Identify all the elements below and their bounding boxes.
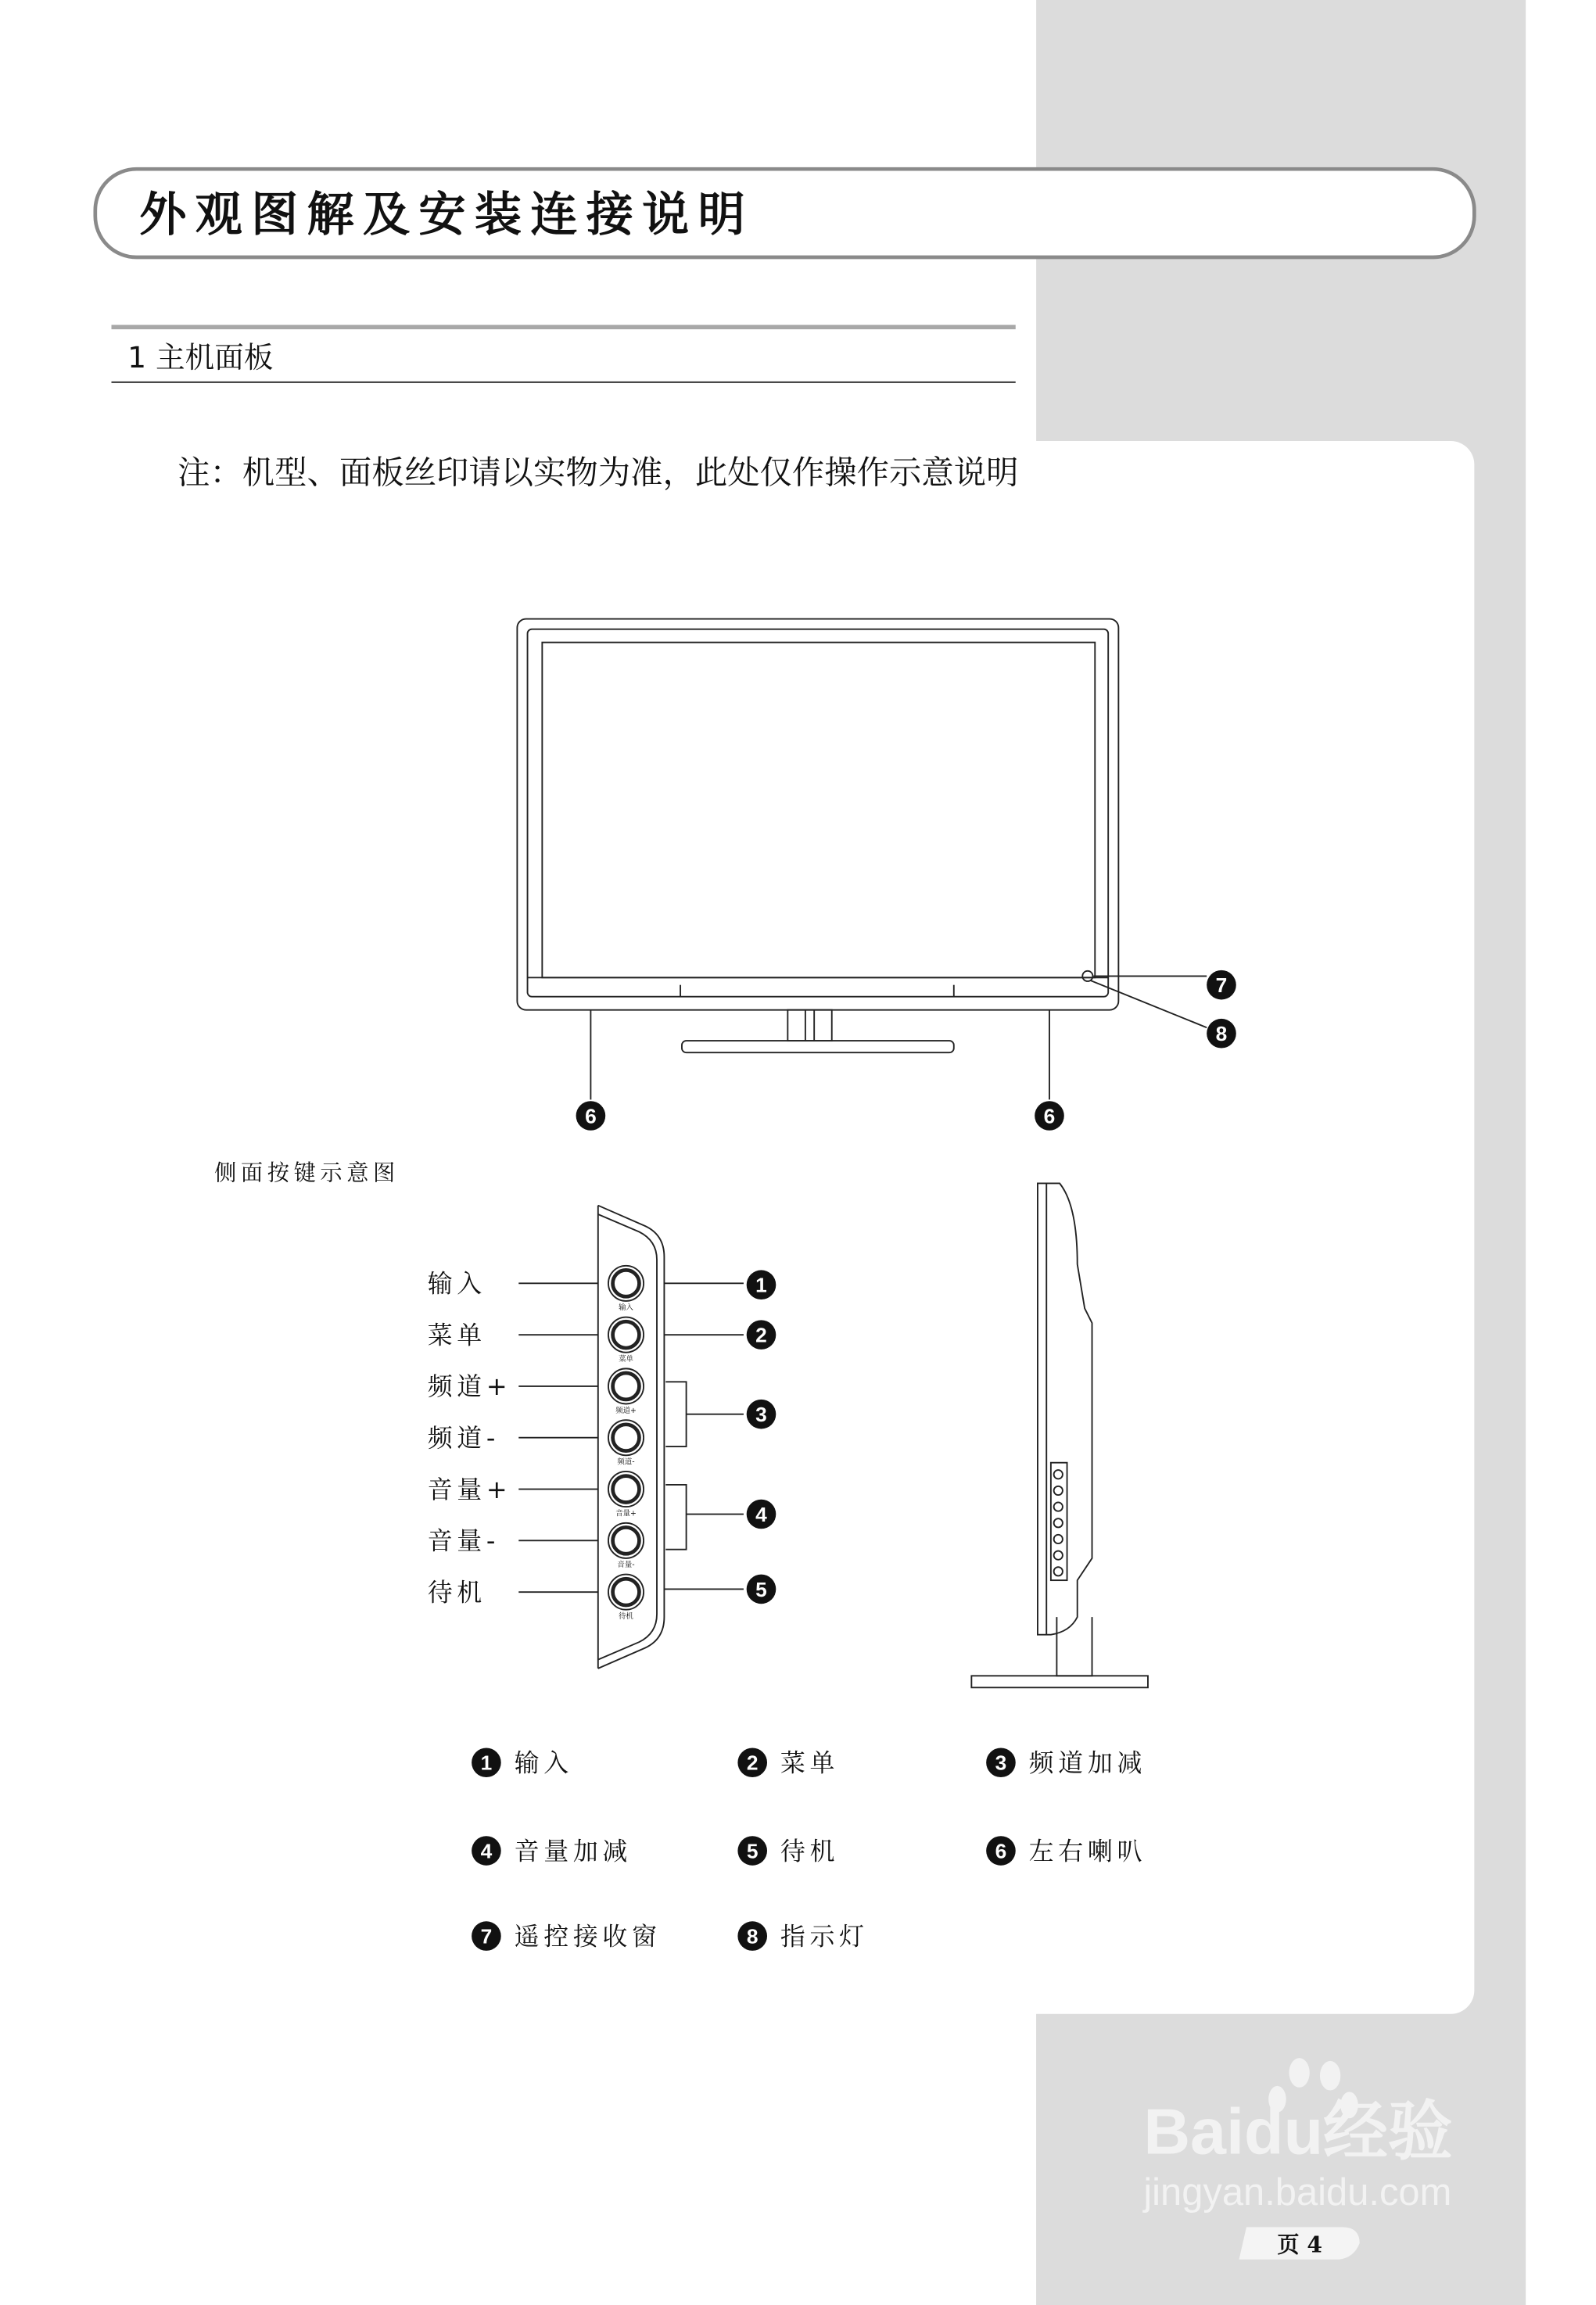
- legend-text: 频道加减: [1028, 1748, 1147, 1778]
- legend-text: 输入: [514, 1748, 573, 1778]
- legend-text: 遥控接收窗: [514, 1921, 662, 1952]
- callout-4: 4: [755, 1502, 767, 1526]
- legend-item: [737, 1748, 839, 1777]
- button-silkscreen: 频道-: [617, 1457, 635, 1467]
- button-silkscreen: 待机: [619, 1611, 633, 1621]
- button-silkscreen: 频道+: [615, 1406, 637, 1415]
- page-title: 外观图解及安装连接说明: [139, 188, 755, 243]
- legend-number: 7: [480, 1924, 493, 1948]
- side-button-label: 频道+: [427, 1371, 512, 1402]
- side-diagram-title: 侧面按键示意图: [214, 1160, 400, 1186]
- callout-1: 1: [755, 1273, 767, 1297]
- legend-number: 2: [746, 1751, 759, 1775]
- legend-text: 指示灯: [780, 1921, 869, 1952]
- side-button-label: 音量-: [427, 1525, 500, 1556]
- side-button-label: 待机: [427, 1577, 486, 1608]
- page-number: 页 4: [1277, 2232, 1323, 2258]
- button-silkscreen: 输入: [619, 1303, 633, 1313]
- watermark-brand: Baidu经验: [1143, 2095, 1453, 2168]
- legend-item: [986, 1836, 1146, 1866]
- callout-7: 7: [1215, 973, 1228, 998]
- legend-number: 6: [995, 1839, 1007, 1863]
- side-button-label: 频道-: [427, 1423, 500, 1454]
- callout-8: 8: [1215, 1022, 1228, 1046]
- legend-item: [737, 1921, 868, 1951]
- legend-number: 4: [480, 1839, 493, 1863]
- callout-2: 2: [755, 1323, 767, 1347]
- callout-5: 5: [755, 1577, 767, 1601]
- side-button-label: 音量+: [427, 1474, 512, 1504]
- legend-item: [472, 1836, 632, 1866]
- callout-3: 3: [755, 1403, 767, 1427]
- section-title: 1 主机面板: [127, 340, 274, 375]
- legend-item: [986, 1748, 1146, 1777]
- callout-6-left: 6: [585, 1104, 597, 1128]
- legend-text: 菜单: [780, 1748, 840, 1778]
- side-button-label: 输入: [427, 1268, 486, 1299]
- side-button-label: 菜单: [427, 1320, 486, 1350]
- content-panel: [4, 441, 1474, 2014]
- legend-number: 3: [995, 1751, 1007, 1775]
- watermark-url: jingyan.baidu.com: [1143, 2171, 1452, 2214]
- button-silkscreen: 菜单: [619, 1354, 633, 1364]
- legend-number: 5: [746, 1839, 759, 1863]
- note-text: 注：机型、面板丝印请以实物为准，此处仅作操作示意说明: [178, 453, 1019, 492]
- legend-text: 音量加减: [514, 1836, 633, 1866]
- legend-text: 左右喇叭: [1028, 1836, 1147, 1866]
- callout-6-right: 6: [1043, 1104, 1056, 1128]
- legend-item: [472, 1748, 573, 1777]
- section-rule-top: [111, 325, 1015, 330]
- button-silkscreen: 音量+: [615, 1509, 637, 1518]
- legend-number: 1: [480, 1751, 493, 1775]
- legend-item: [737, 1836, 839, 1866]
- legend-number: 8: [746, 1924, 759, 1948]
- legend-text: 待机: [780, 1836, 840, 1866]
- button-silkscreen: 音量-: [617, 1561, 635, 1570]
